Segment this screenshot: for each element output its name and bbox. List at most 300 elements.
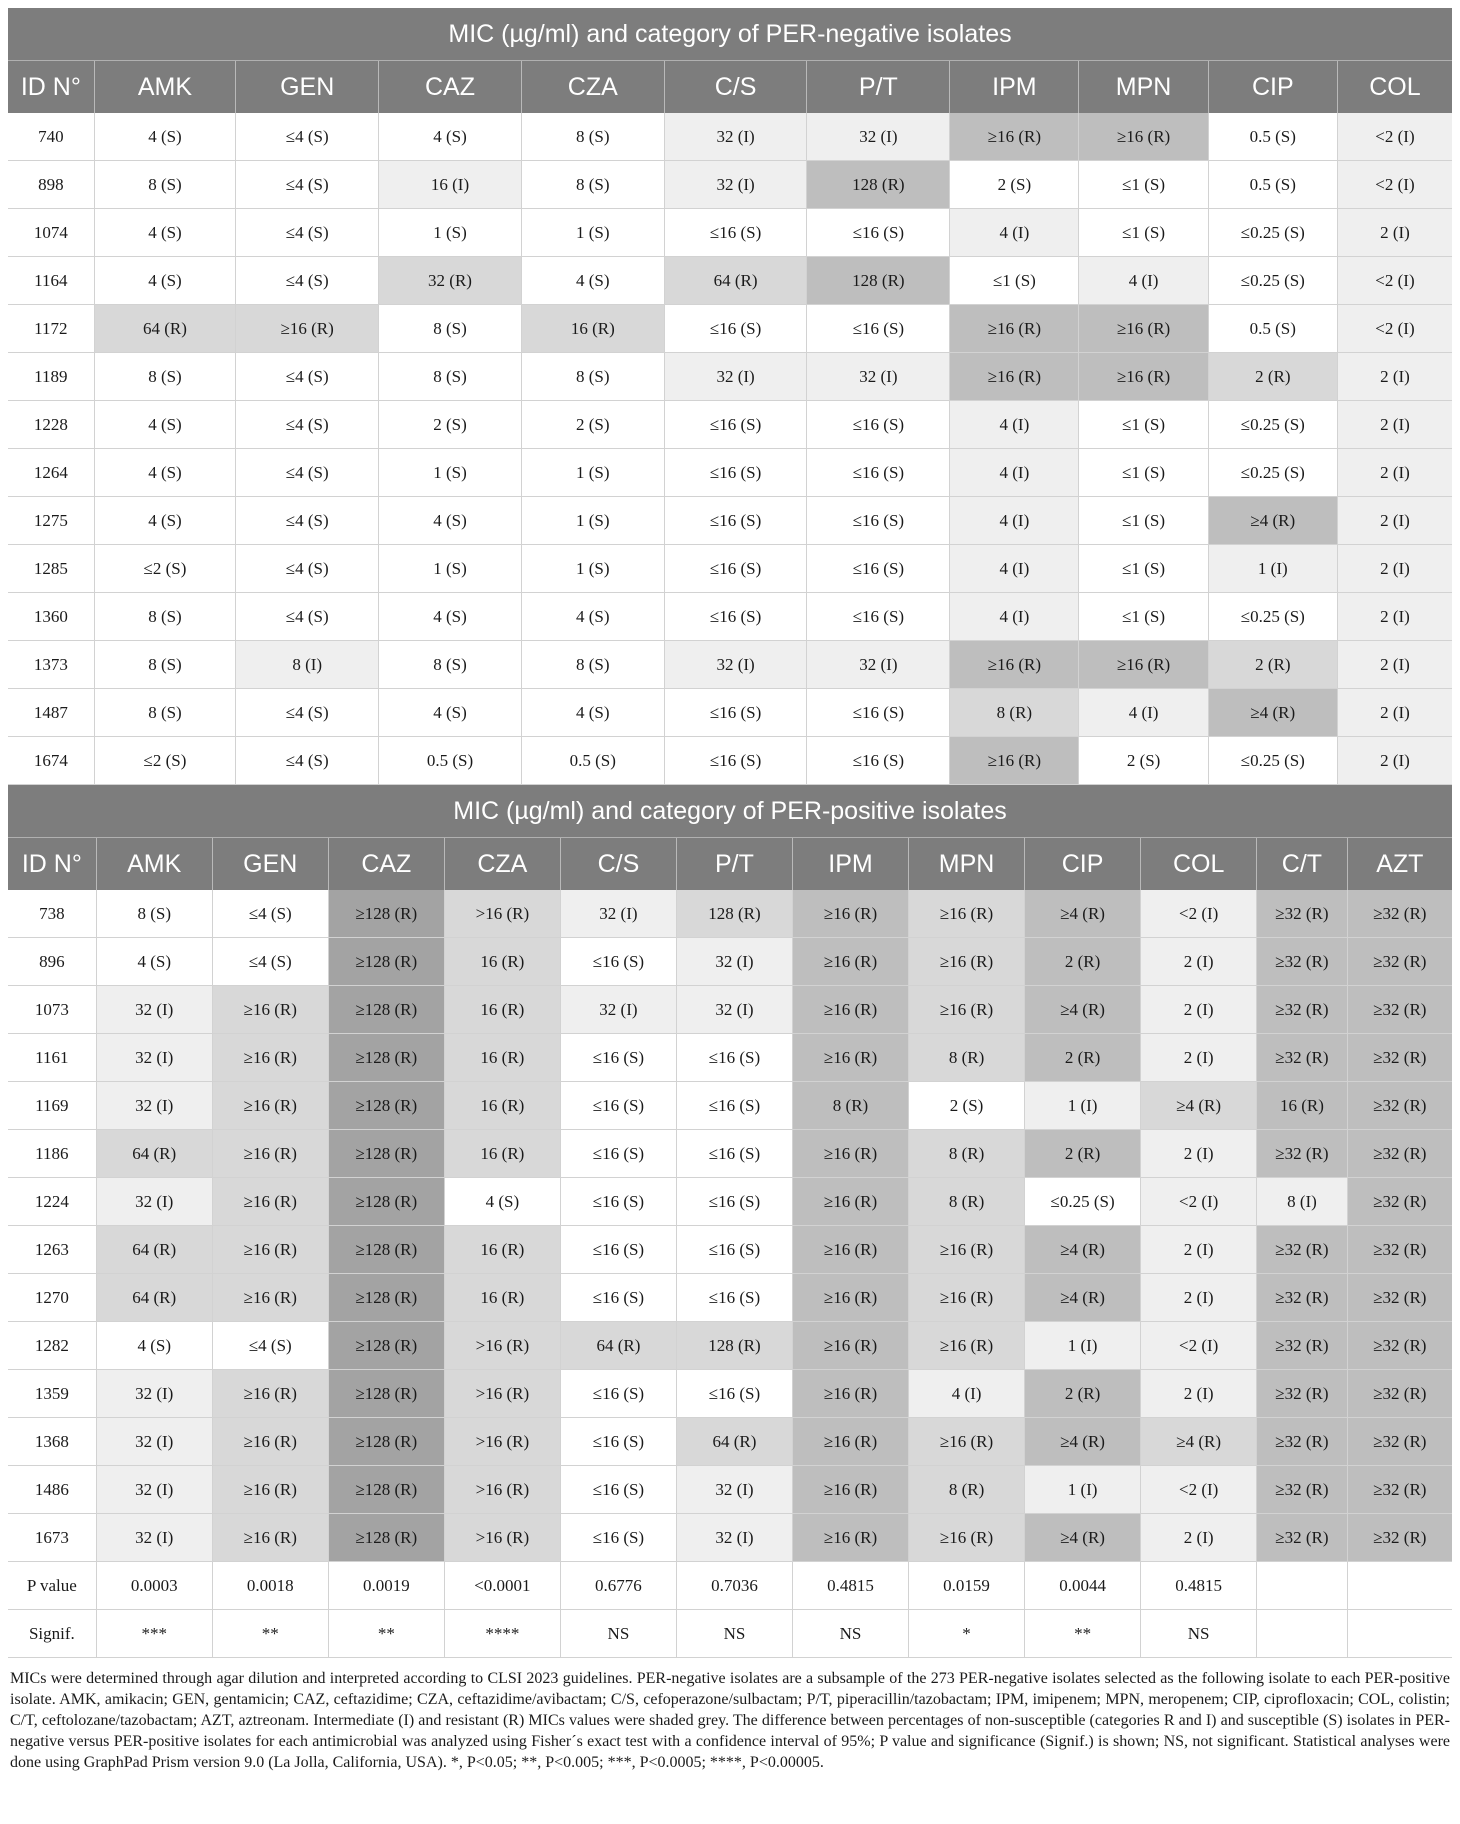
table-row — [8, 1082, 1452, 1130]
table-cell: 8 (R) — [950, 689, 1079, 737]
table-cell: ≥128 (R) — [328, 1274, 444, 1322]
table-cell: ≥128 (R) — [328, 890, 444, 938]
table-cell: ≥16 (R) — [792, 1514, 908, 1562]
row-label: 1186 — [8, 1130, 96, 1178]
table-cell: 8 (S) — [521, 641, 664, 689]
table-footnote: MICs were determined through agar dilution and interpreted according to CLSI 2023 guidelines. PER-negative isolates are a subsample of the 273 PER-negative isolates selected as the following isolate to each PER-positive isolate. AMK, amikacin; GEN, gentamicin; CAZ, ceftazidime; CZA, ceftazidime/avibactam; C/S, cefoperazone/sulbactam; P/T, piperacillin/tazobactam; IPM, imipenem; MPN, meropenem; CIP, ciprofloxacin; COL, colistin; C/T, ceftolozane/tazobactam; AZT, aztreonam. Intermediate (I) and resistant (R) MICs values were shaded grey. The difference between percentages of non-susceptible (categories R and I) and susceptible (S) isolates in PER-negative versus PER-positive isolates for each antimicrobial was analyzed using Fisher´s exact test with a confidence interval of 95%; P value and significance (Signif.) is shown; NS, not significant. Statistical analyses were done using GraphPad Prism version 9.0 (La Jolla, California, USA). *, P<0.05; **, P<0.005; ***, P<0.0005; ****, P<0.00005. — [10, 1670, 1450, 1771]
table-cell: ≥4 (R) — [1141, 1082, 1257, 1130]
table-cell: 16 (R) — [444, 1274, 560, 1322]
table-cell — [1257, 1610, 1348, 1658]
table-cell: >16 (R) — [444, 1370, 560, 1418]
table-cell: ≥16 (R) — [950, 737, 1079, 785]
table-cell: 8 (S) — [521, 161, 664, 209]
table-cell: 2 (I) — [1337, 737, 1452, 785]
table-cell: 32 (I) — [807, 641, 950, 689]
table-cell: 4 (S) — [94, 401, 236, 449]
table-cell: ≤16 (S) — [560, 1466, 676, 1514]
table-cell: ≤16 (S) — [676, 1178, 792, 1226]
table-cell: 2 (I) — [1337, 497, 1452, 545]
table-cell: 8 (S) — [94, 161, 236, 209]
table-cell: 64 (R) — [560, 1322, 676, 1370]
table-row — [8, 689, 1452, 737]
table-cell: ≤0.25 (S) — [1025, 1178, 1141, 1226]
table-cell: 32 (I) — [560, 986, 676, 1034]
table-cell: ≤16 (S) — [807, 497, 950, 545]
row-label: 1172 — [8, 305, 94, 353]
table-cell: ≥4 (R) — [1025, 1274, 1141, 1322]
table-cell: ≥16 (R) — [792, 1034, 908, 1082]
table-cell: 32 (I) — [664, 641, 807, 689]
table-cell: 4 (S) — [94, 449, 236, 497]
table-cell: ≤16 (S) — [664, 497, 807, 545]
row-label: 1164 — [8, 257, 94, 305]
table-row — [8, 1274, 1452, 1322]
row-label: 740 — [8, 113, 94, 161]
table-cell: ≥16 (R) — [212, 986, 328, 1034]
table-cell — [1347, 1610, 1452, 1658]
table-cell: ≤1 (S) — [950, 257, 1079, 305]
table-cell: ≤1 (S) — [1079, 449, 1208, 497]
table-cell: 0.5 (S) — [379, 737, 522, 785]
row-label: 1486 — [8, 1466, 96, 1514]
table-cell: 0.5 (S) — [1208, 305, 1337, 353]
table-cell: ≤4 (S) — [236, 209, 379, 257]
table-cell: ≥16 (R) — [1079, 113, 1208, 161]
table-cell — [1257, 1562, 1348, 1610]
header-row — [8, 61, 1452, 114]
table-cell: ≤4 (S) — [212, 890, 328, 938]
table-cell: 8 (S) — [94, 353, 236, 401]
table-row — [8, 161, 1452, 209]
table-row — [8, 1562, 1452, 1610]
table-cell: 32 (I) — [96, 1466, 212, 1514]
table-cell: 4 (S) — [94, 497, 236, 545]
table-cell: ≥16 (R) — [909, 1226, 1025, 1274]
column-header: AMK — [94, 61, 236, 114]
table-cell: ≤4 (S) — [236, 161, 379, 209]
table-cell: <0.0001 — [444, 1562, 560, 1610]
table-cell: ≥16 (R) — [792, 938, 908, 986]
table-cell: ≥4 (R) — [1208, 689, 1337, 737]
table-cell: 8 (S) — [521, 353, 664, 401]
table-cell: ≥32 (R) — [1347, 986, 1452, 1034]
table-cell: 1 (S) — [521, 449, 664, 497]
table-cell: 4 (S) — [379, 113, 522, 161]
table-row — [8, 986, 1452, 1034]
table-cell: <2 (I) — [1337, 305, 1452, 353]
column-header: CZA — [521, 61, 664, 114]
table-cell: ≥16 (R) — [212, 1418, 328, 1466]
table-cell: ≥4 (R) — [1141, 1418, 1257, 1466]
table-cell: 4 (I) — [950, 593, 1079, 641]
table-row — [8, 1466, 1452, 1514]
table-row — [8, 1610, 1452, 1658]
table-cell: 16 (R) — [521, 305, 664, 353]
column-header: P/T — [807, 61, 950, 114]
table-cell: 2 (I) — [1141, 986, 1257, 1034]
table-cell: 16 (R) — [444, 938, 560, 986]
table-cell: ≤4 (S) — [236, 401, 379, 449]
table-cell: >16 (R) — [444, 1418, 560, 1466]
column-header: C/T — [1257, 838, 1348, 891]
table-cell: ≤16 (S) — [807, 689, 950, 737]
table-cell: ≥128 (R) — [328, 1370, 444, 1418]
table-cell: ≥16 (R) — [950, 305, 1079, 353]
table-cell: 0.0003 — [96, 1562, 212, 1610]
table-cell: 32 (I) — [664, 113, 807, 161]
table-cell: ≥16 (R) — [792, 1418, 908, 1466]
table-cell: ≤4 (S) — [236, 737, 379, 785]
table-cell: 8 (R) — [909, 1466, 1025, 1514]
table-cell: ≤4 (S) — [212, 1322, 328, 1370]
table-per-negative — [8, 8, 1452, 785]
table-cell: 0.4815 — [792, 1562, 908, 1610]
table-cell: ≥16 (R) — [909, 1418, 1025, 1466]
table-cell: ≤1 (S) — [1079, 497, 1208, 545]
table-cell: ≥32 (R) — [1257, 890, 1348, 938]
table-cell: 1 (S) — [521, 545, 664, 593]
table-cell: 2 (I) — [1141, 938, 1257, 986]
table-cell: 8 (R) — [909, 1034, 1025, 1082]
table-cell: 1 (I) — [1025, 1466, 1141, 1514]
column-header: MPN — [1079, 61, 1208, 114]
table-cell: 8 (I) — [236, 641, 379, 689]
table-cell: 2 (R) — [1025, 1034, 1141, 1082]
table-cell: ≥16 (R) — [792, 1178, 908, 1226]
table-cell: ≥128 (R) — [328, 1034, 444, 1082]
table-cell: * — [909, 1610, 1025, 1658]
row-label: 898 — [8, 161, 94, 209]
table-cell: 2 (I) — [1337, 689, 1452, 737]
table-cell: 2 (S) — [1079, 737, 1208, 785]
table-row — [8, 209, 1452, 257]
table-cell: ≥128 (R) — [328, 1418, 444, 1466]
table-cell: ≥16 (R) — [909, 1274, 1025, 1322]
table-cell: ≥128 (R) — [328, 1514, 444, 1562]
table-cell: NS — [1141, 1610, 1257, 1658]
table-cell: ≤16 (S) — [807, 593, 950, 641]
table-cell: 1 (S) — [521, 497, 664, 545]
table-cell: 32 (I) — [676, 938, 792, 986]
table-cell: ≤16 (S) — [807, 737, 950, 785]
table-cell: 16 (R) — [1257, 1082, 1348, 1130]
table-cell: 32 (I) — [96, 1082, 212, 1130]
table-cell: 4 (S) — [94, 113, 236, 161]
table-cell: 32 (I) — [676, 1514, 792, 1562]
table-cell: 4 (S) — [96, 1322, 212, 1370]
table-cell: ≤4 (S) — [236, 593, 379, 641]
table-cell: <2 (I) — [1337, 161, 1452, 209]
table-cell: 4 (S) — [521, 593, 664, 641]
table-cell: ≥32 (R) — [1347, 1322, 1452, 1370]
table-row — [8, 401, 1452, 449]
table-row — [8, 1130, 1452, 1178]
table-cell: 4 (I) — [950, 497, 1079, 545]
table-cell: 4 (S) — [444, 1178, 560, 1226]
table-cell: 32 (I) — [560, 890, 676, 938]
table-cell: 2 (I) — [1141, 1226, 1257, 1274]
table-cell: 4 (S) — [379, 593, 522, 641]
table-cell: 4 (I) — [950, 449, 1079, 497]
row-label: 1360 — [8, 593, 94, 641]
table-cell: ≥16 (R) — [909, 1322, 1025, 1370]
table-cell: 32 (I) — [676, 986, 792, 1034]
column-header: AZT — [1347, 838, 1452, 891]
table-cell: <2 (I) — [1141, 1322, 1257, 1370]
table-cell: 2 (I) — [1337, 593, 1452, 641]
table-cell: 2 (I) — [1337, 449, 1452, 497]
table-cell: 8 (S) — [379, 353, 522, 401]
table-cell: ≥16 (R) — [212, 1034, 328, 1082]
table-cell: ≥128 (R) — [328, 938, 444, 986]
table-cell: 4 (I) — [1079, 689, 1208, 737]
row-label: 1263 — [8, 1226, 96, 1274]
table-cell: ≥4 (R) — [1025, 1514, 1141, 1562]
table-cell: ≤16 (S) — [560, 1514, 676, 1562]
table-cell: ≤16 (S) — [664, 593, 807, 641]
table-cell: ≥32 (R) — [1347, 1178, 1452, 1226]
table-cell: 2 (I) — [1337, 353, 1452, 401]
table-body — [8, 890, 1452, 1658]
row-label: 1368 — [8, 1418, 96, 1466]
table-cell: ≥16 (R) — [1079, 305, 1208, 353]
table-cell: ≤16 (S) — [664, 545, 807, 593]
table-cell: 4 (S) — [96, 938, 212, 986]
table-cell: 4 (S) — [379, 689, 522, 737]
column-header: C/S — [560, 838, 676, 891]
row-label: 896 — [8, 938, 96, 986]
table-cell: 32 (I) — [96, 986, 212, 1034]
table-cell: 8 (S) — [521, 113, 664, 161]
table-cell: ≥32 (R) — [1347, 1418, 1452, 1466]
table-cell: ≤16 (S) — [807, 305, 950, 353]
table-cell: ≥128 (R) — [328, 1082, 444, 1130]
table-cell: 64 (R) — [96, 1274, 212, 1322]
table-cell: 0.6776 — [560, 1562, 676, 1610]
table-cell: 64 (R) — [96, 1226, 212, 1274]
table-cell: 8 (S) — [379, 641, 522, 689]
table-cell: 16 (I) — [379, 161, 522, 209]
table-cell: <2 (I) — [1337, 113, 1452, 161]
row-label: P value — [8, 1562, 96, 1610]
table-cell: 1 (S) — [521, 209, 664, 257]
table-cell: 8 (I) — [1257, 1178, 1348, 1226]
table-cell: 16 (R) — [444, 1130, 560, 1178]
table-cell: ≥32 (R) — [1347, 1226, 1452, 1274]
table-cell: ≥32 (R) — [1257, 1226, 1348, 1274]
table-cell: 4 (I) — [1079, 257, 1208, 305]
table-row — [8, 497, 1452, 545]
table-cell: 1 (S) — [379, 545, 522, 593]
column-header: CZA — [444, 838, 560, 891]
row-label: 1228 — [8, 401, 94, 449]
table-cell: ≥16 (R) — [212, 1082, 328, 1130]
column-header: IPM — [950, 61, 1079, 114]
table-cell: ≤16 (S) — [560, 1418, 676, 1466]
table-cell: >16 (R) — [444, 1322, 560, 1370]
table-body — [8, 113, 1452, 785]
table-cell: 4 (S) — [94, 257, 236, 305]
table-cell: 2 (S) — [909, 1082, 1025, 1130]
table-cell: 8 (S) — [94, 689, 236, 737]
row-label: 1189 — [8, 353, 94, 401]
table-cell: ≥16 (R) — [212, 1130, 328, 1178]
table-cell: ≤16 (S) — [560, 1130, 676, 1178]
table-row — [8, 1226, 1452, 1274]
table-cell: ≤16 (S) — [560, 1226, 676, 1274]
table-cell: NS — [560, 1610, 676, 1658]
table-cell: 32 (I) — [807, 113, 950, 161]
table-cell: 128 (R) — [807, 257, 950, 305]
table-cell: ≤16 (S) — [807, 545, 950, 593]
table-cell: ≤16 (S) — [664, 737, 807, 785]
table-cell: 2 (I) — [1337, 641, 1452, 689]
table-cell: ≥32 (R) — [1257, 1130, 1348, 1178]
table-row — [8, 353, 1452, 401]
table-cell: ≤16 (S) — [560, 938, 676, 986]
table-cell: 8 (S) — [94, 641, 236, 689]
table-cell: ≥32 (R) — [1257, 1034, 1348, 1082]
table-cell: ≥32 (R) — [1347, 890, 1452, 938]
table-cell: ≥32 (R) — [1257, 1322, 1348, 1370]
row-label: 1074 — [8, 209, 94, 257]
table-cell: ≥32 (R) — [1257, 1466, 1348, 1514]
table-row — [8, 1178, 1452, 1226]
table-cell: ≤16 (S) — [807, 401, 950, 449]
table-cell: ≥16 (R) — [792, 1226, 908, 1274]
table-cell: ≥128 (R) — [328, 1226, 444, 1274]
table-cell: 2 (R) — [1025, 938, 1141, 986]
table-cell: 0.0018 — [212, 1562, 328, 1610]
table-cell: ≥32 (R) — [1347, 1082, 1452, 1130]
row-label: 1224 — [8, 1178, 96, 1226]
table-row — [8, 641, 1452, 689]
table-cell: ≤16 (S) — [664, 689, 807, 737]
table-cell: 0.0019 — [328, 1562, 444, 1610]
table-cell: 32 (I) — [96, 1370, 212, 1418]
column-header: C/S — [664, 61, 807, 114]
table-cell: ≥128 (R) — [328, 1322, 444, 1370]
table-title: MIC (µg/ml) and category of PER-positive isolates — [8, 785, 1452, 838]
table-cell: ≤16 (S) — [560, 1034, 676, 1082]
table-cell: ≥16 (R) — [792, 890, 908, 938]
table-row — [8, 737, 1452, 785]
table-cell: 1 (S) — [379, 449, 522, 497]
row-label: Signif. — [8, 1610, 96, 1658]
row-label: 1673 — [8, 1514, 96, 1562]
table-cell: 2 (I) — [1141, 1274, 1257, 1322]
table-cell: 1 (I) — [1025, 1322, 1141, 1370]
table-cell: 4 (S) — [379, 497, 522, 545]
table-cell: ≤16 (S) — [807, 449, 950, 497]
table-cell: 64 (R) — [94, 305, 236, 353]
table-cell: 128 (R) — [676, 1322, 792, 1370]
table-cell: ≥32 (R) — [1347, 1034, 1452, 1082]
row-label: 1487 — [8, 689, 94, 737]
column-header: GEN — [236, 61, 379, 114]
table-cell: ≤2 (S) — [94, 545, 236, 593]
table-cell: 2 (I) — [1141, 1514, 1257, 1562]
table-cell: 2 (S) — [379, 401, 522, 449]
table-cell: 4 (S) — [521, 257, 664, 305]
table-cell: <2 (I) — [1337, 257, 1452, 305]
table-title: MIC (µg/ml) and category of PER-negative isolates — [8, 8, 1452, 61]
table-cell: 128 (R) — [676, 890, 792, 938]
table-cell: 32 (I) — [664, 161, 807, 209]
table-cell: 2 (I) — [1337, 209, 1452, 257]
table-cell: ≤4 (S) — [236, 497, 379, 545]
table-cell: 64 (R) — [96, 1130, 212, 1178]
column-header: CIP — [1208, 61, 1337, 114]
table-row — [8, 113, 1452, 161]
table-cell: ≥32 (R) — [1257, 1514, 1348, 1562]
table-cell: ≥16 (R) — [950, 353, 1079, 401]
table-cell: ≥128 (R) — [328, 1178, 444, 1226]
table-cell: 16 (R) — [444, 1082, 560, 1130]
column-header: AMK — [96, 838, 212, 891]
table-cell: ≥4 (R) — [1025, 986, 1141, 1034]
table-cell: ≥32 (R) — [1257, 1418, 1348, 1466]
table-cell: 8 (S) — [379, 305, 522, 353]
table-row — [8, 1034, 1452, 1082]
table-cell: 8 (R) — [792, 1082, 908, 1130]
table-cell: ≤16 (S) — [664, 305, 807, 353]
table-cell: ** — [1025, 1610, 1141, 1658]
table-cell: 0.0159 — [909, 1562, 1025, 1610]
table-cell: NS — [792, 1610, 908, 1658]
table-cell: 32 (I) — [96, 1514, 212, 1562]
table-cell: ≥32 (R) — [1347, 1514, 1452, 1562]
table-cell: >16 (R) — [444, 1514, 560, 1562]
column-header: P/T — [676, 838, 792, 891]
table-cell: ≤16 (S) — [807, 209, 950, 257]
table-cell: ≥16 (R) — [212, 1178, 328, 1226]
column-header: MPN — [909, 838, 1025, 891]
table-cell: ≤16 (S) — [560, 1178, 676, 1226]
table-cell: ≤16 (S) — [676, 1130, 792, 1178]
table-cell: ≤4 (S) — [236, 449, 379, 497]
table-row — [8, 305, 1452, 353]
table-cell: ≥16 (R) — [909, 1514, 1025, 1562]
row-label: 1264 — [8, 449, 94, 497]
table-cell: ≥16 (R) — [792, 1322, 908, 1370]
table-cell: 128 (R) — [807, 161, 950, 209]
table-cell: ≤4 (S) — [236, 353, 379, 401]
table-cell: ≤4 (S) — [212, 938, 328, 986]
table-cell: ≤2 (S) — [94, 737, 236, 785]
row-label: 1169 — [8, 1082, 96, 1130]
table-cell — [1347, 1562, 1452, 1610]
table-cell: 32 (I) — [96, 1418, 212, 1466]
table-cell: 1 (I) — [1208, 545, 1337, 593]
table-cell: ≥16 (R) — [1079, 353, 1208, 401]
table-cell: 0.7036 — [676, 1562, 792, 1610]
table-cell: ≤16 (S) — [676, 1226, 792, 1274]
table-cell: ≤16 (S) — [560, 1274, 676, 1322]
table-cell: ** — [328, 1610, 444, 1658]
table-cell: 4 (I) — [950, 209, 1079, 257]
table-cell: ≥16 (R) — [792, 986, 908, 1034]
table-cell: 8 (S) — [94, 593, 236, 641]
table-cell: 2 (S) — [521, 401, 664, 449]
table-row — [8, 1514, 1452, 1562]
table-cell: 2 (S) — [950, 161, 1079, 209]
table-cell: ≥32 (R) — [1347, 1466, 1452, 1514]
table-cell: ≥32 (R) — [1257, 1274, 1348, 1322]
table-cell: 8 (R) — [909, 1130, 1025, 1178]
row-label: 1282 — [8, 1322, 96, 1370]
table-cell: ≥16 (R) — [212, 1514, 328, 1562]
